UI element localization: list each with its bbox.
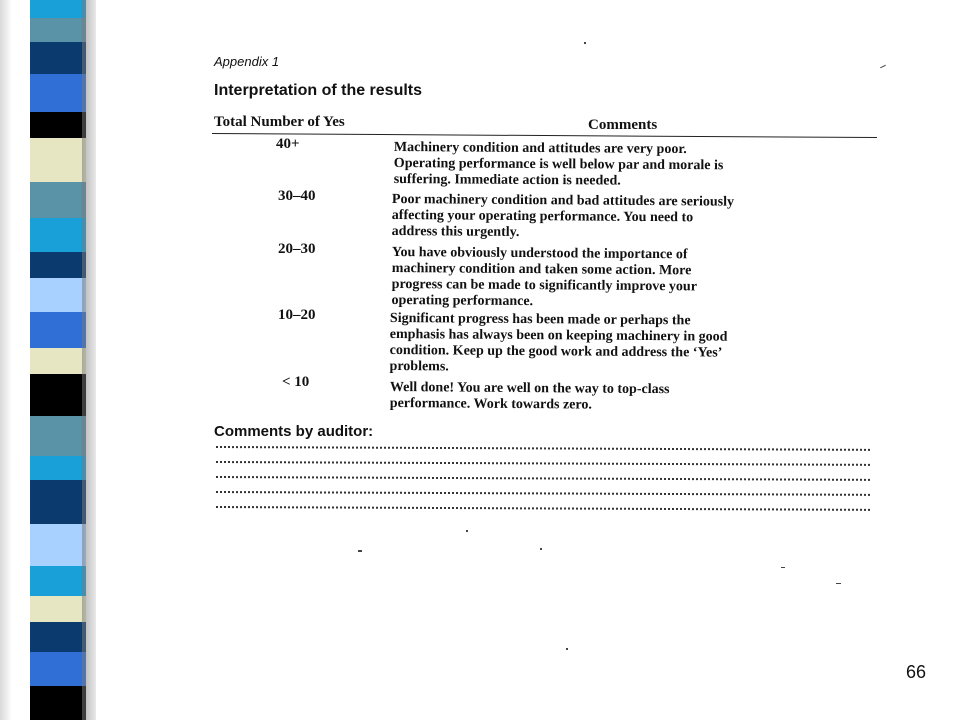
strip-tile	[30, 416, 86, 456]
scan-speck	[566, 648, 568, 650]
scan-speck	[466, 530, 468, 532]
row-score: 10–20	[278, 307, 316, 323]
dotted-line	[216, 491, 870, 496]
dotted-line	[216, 461, 870, 466]
row-comment: Significant progress has been made or perhaps the emphasis has always been on keeping machinery in good condition. Keep up the good work and address the ‘Yes’ problems.	[389, 311, 728, 375]
row-comment: Machinery condition and attitudes are very poor. Operating performance is well below par and morale is suffering. Immediate action is needed.	[393, 140, 724, 189]
strip-tile	[30, 278, 86, 312]
decorative-side-strip	[0, 0, 96, 720]
strip-tile	[30, 480, 86, 524]
strip-tile	[30, 524, 86, 566]
scan-speck	[584, 42, 586, 44]
dotted-line	[216, 506, 870, 511]
row-comment: You have obviously understood the importance of machinery condition and taken some action. More progress can be made to significantly improve your operating performance.	[391, 245, 698, 310]
strip-tile	[30, 596, 86, 622]
strip-tiles	[30, 0, 86, 720]
strip-shadow	[82, 0, 96, 720]
row-score: 30–40	[278, 188, 316, 204]
strip-tile	[30, 622, 86, 652]
scan-speck	[781, 567, 785, 568]
scan-speck	[836, 583, 841, 584]
scan-speck	[540, 548, 542, 550]
header-rule	[212, 133, 877, 138]
strip-tile	[30, 312, 86, 348]
strip-outer-shade	[0, 0, 12, 720]
strip-tile	[30, 218, 86, 252]
strip-tile	[30, 112, 86, 138]
slide-page-number: 66	[905, 662, 926, 682]
strip-tile	[30, 374, 86, 416]
row-comment: Poor machinery condition and bad attitudes are seriously affecting your operating performance. You need to address this urgently.	[391, 192, 735, 241]
dotted-line	[216, 476, 870, 481]
row-score: 20–30	[278, 241, 316, 257]
strip-tile	[30, 456, 86, 480]
column-header-score: Total Number of Yes	[214, 114, 345, 130]
strip-tile	[30, 138, 86, 182]
strip-tile	[30, 74, 86, 112]
strip-tile	[30, 252, 86, 278]
strip-outer-margin	[0, 0, 30, 720]
strip-tile	[30, 18, 86, 42]
auditor-comments-label: Comments by auditor:	[214, 423, 374, 440]
strip-tile	[30, 182, 86, 218]
strip-tile	[30, 652, 86, 686]
row-comment: Well done! You are well on the way to top-class performance. Work towards zero.	[389, 380, 670, 413]
scan-speck	[880, 65, 886, 68]
strip-tile	[30, 566, 86, 596]
dotted-line	[216, 446, 870, 451]
scan-speck	[358, 550, 362, 552]
strip-tile	[30, 348, 86, 374]
page-heading: Interpretation of the results	[214, 82, 423, 99]
appendix-label: Appendix 1	[214, 54, 280, 69]
row-score: < 10	[282, 374, 310, 390]
strip-tile	[30, 42, 86, 74]
strip-tile	[30, 686, 86, 720]
strip-tile	[30, 0, 86, 18]
scanned-book-page	[96, 30, 926, 670]
column-header-comments: Comments	[588, 117, 658, 133]
row-score: 40+	[276, 136, 300, 152]
